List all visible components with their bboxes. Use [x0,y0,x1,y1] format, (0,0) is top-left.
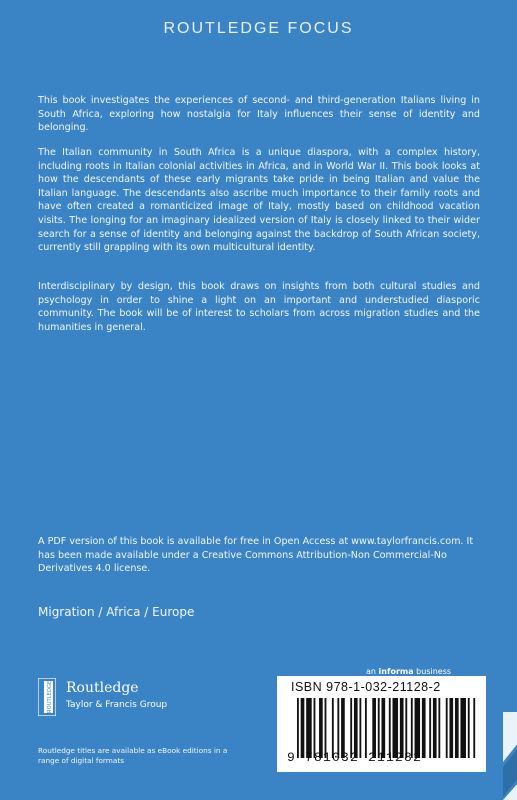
blurb-text: The Italian community in South Africa is a unique diaspora, with a complex history, including roots in Italian colonial activities in Africa, and in World War II. This book looks at how the descendants of these early migrants take pride in being Italian and value the Italian language. The descendants also ascribe much importance to their family roots and have often created a romanticized image of Italy, mostly based on childhood vacation visits. The longing for an imaginary idealized version of Italy is closely linked to their wider search for a sense of identity and belonging against the backdrop of South African society, currently still grappling with its own multicultural identity. [38,147,480,254]
open-access-note [38,535,480,576]
isbn-label: ISBN 978-1-032-21128-2 [291,680,441,694]
ebook-note: Routledge titles are available as eBook editions in a range of digital formats [38,746,228,765]
subject-categories: Migration / Africa / Europe [38,605,195,619]
open-access-text: A PDF version of this book is available for free in Open Access at www.taylorfrancis.com. It has been made available under a Creative Commons Attribution-Non Commercial-No Derivatives 4.0 license. [38,536,474,575]
informa-brand: informa [378,667,414,676]
publisher-group: Taylor & Francis Group [66,700,168,710]
informa-suffix: business [416,667,452,676]
ean-digits: 9 781032 211282 [287,750,423,765]
series-title: ROUTLEDGE FOCUS [163,20,354,37]
informa-business-line [366,667,451,676]
publisher-logo [38,678,238,718]
routledge-logo-icon [38,678,56,716]
publisher-name: Routledge [66,680,139,696]
blurb-text: This book investigates the experiences of second- and third-generation Italians living in South Africa, exploring how nostalgia for Italy influences their sense of identity and belonging. [38,95,480,134]
blurb-paragraph-2 [38,146,480,255]
blurb-paragraph-1 [38,94,480,135]
spine-pattern-icon [503,712,517,800]
barcode-icon [297,698,477,758]
blurb-text: Interdisciplinary by design, this book draws on insights from both cultural studies and psychology in order to shine a light on an important and understudied diasporic community. The book will be of interest to scholars from across migration studies and the humanities in general. [38,281,480,333]
barcode-panel [277,676,486,772]
blurb-paragraph-3 [38,280,480,334]
logo-letters: ROUTLEDGE [47,680,53,713]
informa-prefix: an [366,667,376,676]
